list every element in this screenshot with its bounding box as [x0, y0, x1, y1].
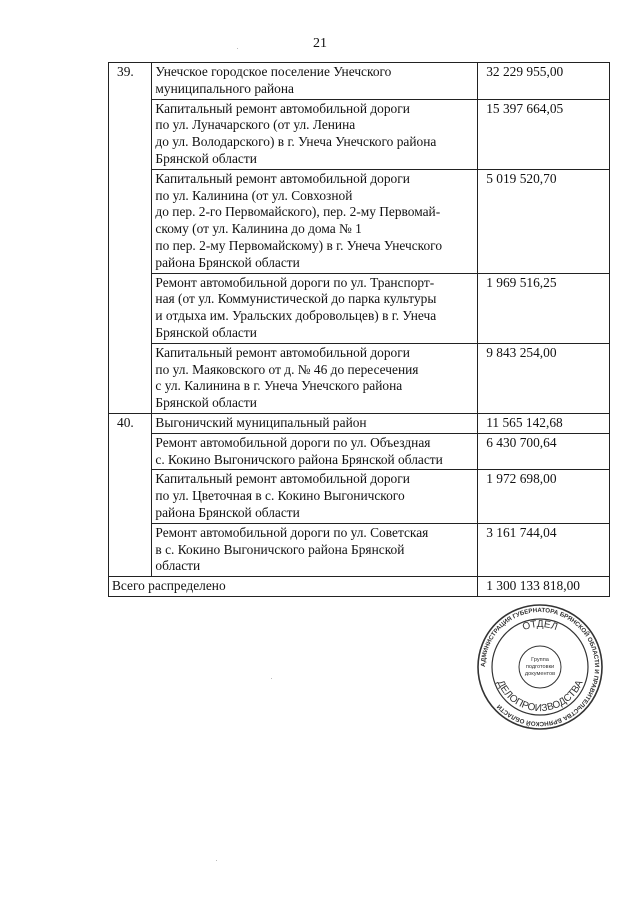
- official-stamp: [476, 603, 604, 731]
- scan-speck: [216, 860, 217, 861]
- row-description: [152, 63, 478, 100]
- row-description: [152, 523, 478, 576]
- description-line: Капитальный ремонт автомобильной дороги: [155, 471, 410, 487]
- description-line: скому (от ул. Калинина до дома № 1: [155, 221, 362, 237]
- row-description: [152, 273, 478, 343]
- row-amount: 32 229 955,00: [478, 63, 610, 100]
- table-row: [109, 169, 610, 273]
- table-row: [109, 413, 610, 433]
- description-line: в с. Кокино Выгоничского района Брянской: [155, 541, 405, 557]
- description-line: муниципального района: [155, 80, 294, 96]
- table-row: [109, 273, 610, 343]
- description-line: Ремонт автомобильной дороги по ул. Транспорт-: [155, 274, 435, 290]
- description-line: области: [155, 558, 201, 574]
- description-line: Брянской области: [155, 324, 257, 340]
- description-line: Ремонт автомобильной дороги по ул. Объездная: [155, 434, 431, 450]
- row-amount: 1 972 698,00: [478, 470, 610, 523]
- row-number: [109, 273, 152, 343]
- table-row: [109, 523, 610, 576]
- stamp-outer-text: АДМИНИСТРАЦИЯ ГУБЕРНАТОРА БРЯНСКОЙ ОБЛАСТИ И ПРАВИТЕЛЬСТВА БРЯНСКОЙ ОБЛАСТИ: [479, 606, 601, 728]
- stamp-dept-top: ОТДЕЛ: [521, 618, 559, 634]
- row-description: [152, 343, 478, 413]
- row-number: 39.: [109, 63, 152, 100]
- total-label: Всего распределено: [109, 577, 478, 597]
- row-number: [109, 343, 152, 413]
- description-line: по ул. Маяковского от д. № 46 до пересечения: [155, 361, 419, 377]
- description-line: Капитальный ремонт автомобильной дороги: [155, 100, 410, 116]
- funding-table: [108, 62, 610, 597]
- row-number: [109, 99, 152, 169]
- row-number: [109, 433, 152, 470]
- table-body: [109, 63, 610, 597]
- row-amount: 6 430 700,64: [478, 433, 610, 470]
- description-line: с ул. Калинина в г. Унеча Унечского района: [155, 378, 403, 394]
- stamp-dept-bottom: ДЕЛОПРОИЗВОДСТВА: [494, 678, 586, 715]
- row-number: [109, 523, 152, 576]
- description-line: Ремонт автомобильной дороги по ул. Советская: [155, 524, 429, 540]
- row-amount: 15 397 664,05: [478, 99, 610, 169]
- row-amount: 11 565 142,68: [478, 413, 610, 433]
- description-line: ная (от ул. Коммунистической до парка культуры: [155, 291, 437, 307]
- description-line: по ул. Луначарского (от ул. Ленина: [155, 117, 356, 133]
- row-amount: 1 969 516,25: [478, 273, 610, 343]
- row-number: 40.: [109, 413, 152, 433]
- table-row: [109, 99, 610, 169]
- row-amount: 3 161 744,04: [478, 523, 610, 576]
- stamp-center-text: Группа подготовки документов: [524, 657, 556, 677]
- row-description: [152, 433, 478, 470]
- description-line: с. Кокино Выгоничского района Брянской области: [155, 451, 443, 467]
- row-amount: 5 019 520,70: [478, 169, 610, 273]
- page-number: 21: [313, 36, 327, 51]
- description-line: до пер. 2-го Первомайского), пер. 2-му Первомай-: [155, 204, 441, 220]
- total-amount: 1 300 133 818,00: [478, 577, 610, 597]
- description-line: до ул. Володарского) в г. Унеча Унечского района: [155, 134, 437, 150]
- row-description: [152, 169, 478, 273]
- row-description: [152, 413, 478, 433]
- table-row: [109, 433, 610, 470]
- table-row: [109, 63, 610, 100]
- description-line: района Брянской области: [155, 504, 300, 520]
- scan-speck: [237, 48, 238, 49]
- description-line: Выгоничский муниципальный район: [155, 414, 367, 430]
- table-row: [109, 470, 610, 523]
- description-line: Брянской области: [155, 150, 257, 166]
- scan-speck: [271, 678, 272, 679]
- description-line: Брянской области: [155, 395, 257, 411]
- description-line: по ул. Калинина (от ул. Совхозной: [155, 187, 353, 203]
- total-row: [109, 577, 610, 597]
- row-description: [152, 99, 478, 169]
- row-amount: 9 843 254,00: [478, 343, 610, 413]
- row-number: [109, 169, 152, 273]
- table-row: [109, 343, 610, 413]
- row-description: [152, 470, 478, 523]
- row-number: [109, 470, 152, 523]
- description-line: Унечское городское поселение Унечского: [155, 64, 392, 79]
- description-line: по ул. Цветочная в с. Кокино Выгоничского: [155, 488, 405, 504]
- description-line: Капитальный ремонт автомобильной дороги: [155, 344, 410, 360]
- description-line: Капитальный ремонт автомобильной дороги: [155, 170, 410, 186]
- description-line: района Брянской области: [155, 254, 300, 270]
- description-line: и отдыха им. Уральских добровольцев) в г. Унеча: [155, 308, 437, 324]
- description-line: по пер. 2-му Первомайскому) в г. Унеча Унечского: [155, 237, 443, 253]
